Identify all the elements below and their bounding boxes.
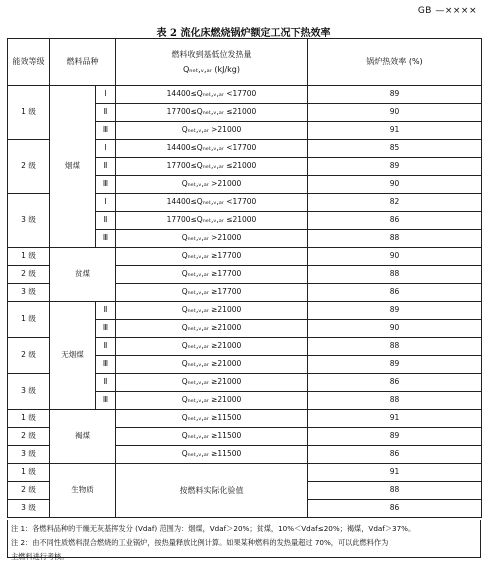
grade-cell: 1 级 bbox=[8, 302, 50, 338]
subtype-cell: Ⅲ bbox=[96, 122, 116, 140]
fuel-group-cell: 无烟煤 bbox=[50, 302, 96, 410]
subtype-cell: Ⅲ bbox=[96, 356, 116, 374]
heat-range-cell: 14400≤Qₙₑₜ,ᵥ,ₐᵣ <17700 bbox=[116, 140, 308, 158]
subtype-cell: Ⅲ bbox=[96, 320, 116, 338]
subtype-cell: Ⅲ bbox=[96, 230, 116, 248]
fuel-group-cell: 贫煤 bbox=[50, 248, 116, 302]
efficiency-cell: 88 bbox=[308, 392, 482, 410]
grade-cell: 3 级 bbox=[8, 284, 50, 302]
heat-range-cell: 17700≤Qₙₑₜ,ᵥ,ₐᵣ ≤21000 bbox=[116, 212, 308, 230]
heat-range-cell: Qₙₑₜ,ᵥ,ₐᵣ ≥11500 bbox=[116, 410, 308, 428]
grade-cell: 1 级 bbox=[8, 86, 50, 140]
subtype-cell: I bbox=[96, 86, 116, 104]
subtype-cell: Ⅱ bbox=[96, 158, 116, 176]
efficiency-cell: 86 bbox=[308, 374, 482, 392]
table-row bbox=[8, 302, 482, 320]
header-fuel: 燃料品种 bbox=[50, 39, 116, 86]
efficiency-cell: 90 bbox=[308, 248, 482, 266]
heat-range-cell: Qₙₑₜ,ᵥ,ₐᵣ >21000 bbox=[116, 176, 308, 194]
heat-range-cell: Qₙₑₜ,ᵥ,ₐᵣ ≥21000 bbox=[116, 302, 308, 320]
grade-cell: 2 级 bbox=[8, 266, 50, 284]
efficiency-cell: 86 bbox=[308, 500, 482, 518]
table-row bbox=[8, 86, 482, 104]
header-heat-line2: Qₙₑₜ,ᵥ,ₐᵣ (kJ/kg) bbox=[183, 65, 240, 74]
table-row bbox=[8, 248, 482, 266]
heat-range-cell: 14400≤Qₙₑₜ,ᵥ,ₐᵣ <17700 bbox=[116, 86, 308, 104]
header-efficiency: 锅炉热效率 (%) bbox=[308, 39, 482, 86]
note-1: 注 1：各燃料品种的干燥无灰基挥发分 (Vdaf) 范围为：烟煤，Vdaf＞20%；贫煤，10%＜Vdaf≤20%；褐煤，Vdaf＞37%。 bbox=[11, 524, 416, 533]
grade-cell: 2 级 bbox=[8, 338, 50, 374]
heat-range-cell: Qₙₑₜ,ᵥ,ₐᵣ ≥17700 bbox=[116, 284, 308, 302]
efficiency-cell: 88 bbox=[308, 482, 482, 500]
efficiency-cell: 85 bbox=[308, 140, 482, 158]
grade-cell: 2 级 bbox=[8, 140, 50, 194]
efficiency-cell: 88 bbox=[308, 266, 482, 284]
efficiency-cell: 90 bbox=[308, 320, 482, 338]
note-2-continued: 主燃料进行考核。 bbox=[11, 552, 69, 561]
efficiency-table bbox=[7, 38, 482, 518]
header-heat-value bbox=[116, 39, 308, 86]
fuel-group-cell: 生物质 bbox=[50, 464, 116, 518]
heat-range-cell: 按燃料实际化验值 bbox=[116, 464, 308, 518]
efficiency-cell: 89 bbox=[308, 356, 482, 374]
heat-range-cell: Qₙₑₜ,ᵥ,ₐᵣ ≥17700 bbox=[116, 248, 308, 266]
efficiency-cell: 88 bbox=[308, 230, 482, 248]
heat-range-cell: 17700≤Qₙₑₜ,ᵥ,ₐᵣ ≤21000 bbox=[116, 104, 308, 122]
heat-range-cell: Qₙₑₜ,ᵥ,ₐᵣ ≥21000 bbox=[116, 338, 308, 356]
heat-range-cell: Qₙₑₜ,ᵥ,ₐᵣ ≥21000 bbox=[116, 374, 308, 392]
subtype-cell: Ⅲ bbox=[96, 392, 116, 410]
heat-range-cell: Qₙₑₜ,ᵥ,ₐᵣ >21000 bbox=[116, 122, 308, 140]
efficiency-cell: 86 bbox=[308, 446, 482, 464]
grade-cell: 3 级 bbox=[8, 446, 50, 464]
subtype-cell: Ⅱ bbox=[96, 212, 116, 230]
heat-range-cell: 14400≤Qₙₑₜ,ᵥ,ₐᵣ <17700 bbox=[116, 194, 308, 212]
table-header-row bbox=[8, 39, 482, 86]
efficiency-cell: 89 bbox=[308, 158, 482, 176]
subtype-cell: Ⅱ bbox=[96, 104, 116, 122]
header-heat-line1: 燃料收到基低位发热量 bbox=[171, 49, 252, 59]
header-grade: 能效等级 bbox=[8, 39, 50, 86]
grade-cell: 3 级 bbox=[8, 500, 50, 518]
grade-cell: 3 级 bbox=[8, 194, 50, 248]
table-row bbox=[8, 410, 482, 428]
efficiency-cell: 88 bbox=[308, 338, 482, 356]
subtype-cell: Ⅲ bbox=[96, 176, 116, 194]
fuel-group-cell: 烟煤 bbox=[50, 86, 96, 248]
efficiency-cell: 90 bbox=[308, 104, 482, 122]
heat-range-cell: 17700≤Qₙₑₜ,ᵥ,ₐᵣ ≤21000 bbox=[116, 158, 308, 176]
grade-cell: 2 级 bbox=[8, 482, 50, 500]
note-2: 注 2：由不同性质燃料混合燃烧的工业锅炉，按热量释放比例计算。如果某种燃料的发热量超过 70%，可以此燃料作为 bbox=[11, 538, 389, 547]
efficiency-cell: 91 bbox=[308, 464, 482, 482]
subtype-cell: Ⅱ bbox=[96, 374, 116, 392]
fuel-group-cell: 褐煤 bbox=[50, 410, 116, 464]
efficiency-cell: 86 bbox=[308, 212, 482, 230]
grade-cell: 1 级 bbox=[8, 464, 50, 482]
standard-code: GB —×××× bbox=[417, 6, 477, 16]
heat-range-cell: Qₙₑₜ,ᵥ,ₐᵣ ≥21000 bbox=[116, 356, 308, 374]
heat-range-cell: Qₙₑₜ,ᵥ,ₐᵣ >21000 bbox=[116, 230, 308, 248]
heat-range-cell: Qₙₑₜ,ᵥ,ₐᵣ ≥17700 bbox=[116, 266, 308, 284]
efficiency-cell: 82 bbox=[308, 194, 482, 212]
efficiency-cell: 91 bbox=[308, 122, 482, 140]
table-row bbox=[8, 464, 482, 482]
subtype-cell: Ⅱ bbox=[96, 338, 116, 356]
heat-range-cell: Qₙₑₜ,ᵥ,ₐᵣ ≥11500 bbox=[116, 428, 308, 446]
heat-range-cell: Qₙₑₜ,ᵥ,ₐᵣ ≥11500 bbox=[116, 446, 308, 464]
efficiency-cell: 86 bbox=[308, 284, 482, 302]
efficiency-cell: 89 bbox=[308, 428, 482, 446]
subtype-cell: I bbox=[96, 194, 116, 212]
grade-cell: 1 级 bbox=[8, 410, 50, 428]
grade-cell: 2 级 bbox=[8, 428, 50, 446]
efficiency-cell: 91 bbox=[308, 410, 482, 428]
grade-cell: 3 级 bbox=[8, 374, 50, 410]
subtype-cell: I bbox=[96, 140, 116, 158]
efficiency-cell: 89 bbox=[308, 86, 482, 104]
heat-range-cell: Qₙₑₜ,ᵥ,ₐᵣ ≥21000 bbox=[116, 320, 308, 338]
efficiency-cell: 90 bbox=[308, 176, 482, 194]
table-notes bbox=[7, 520, 481, 561]
heat-range-cell: Qₙₑₜ,ᵥ,ₐᵣ ≥21000 bbox=[116, 392, 308, 410]
subtype-cell: Ⅱ bbox=[96, 302, 116, 320]
table-title: 表 2 流化床燃烧锅炉额定工况下热效率 bbox=[156, 28, 331, 39]
efficiency-cell: 89 bbox=[308, 302, 482, 320]
grade-cell: 1 级 bbox=[8, 248, 50, 266]
